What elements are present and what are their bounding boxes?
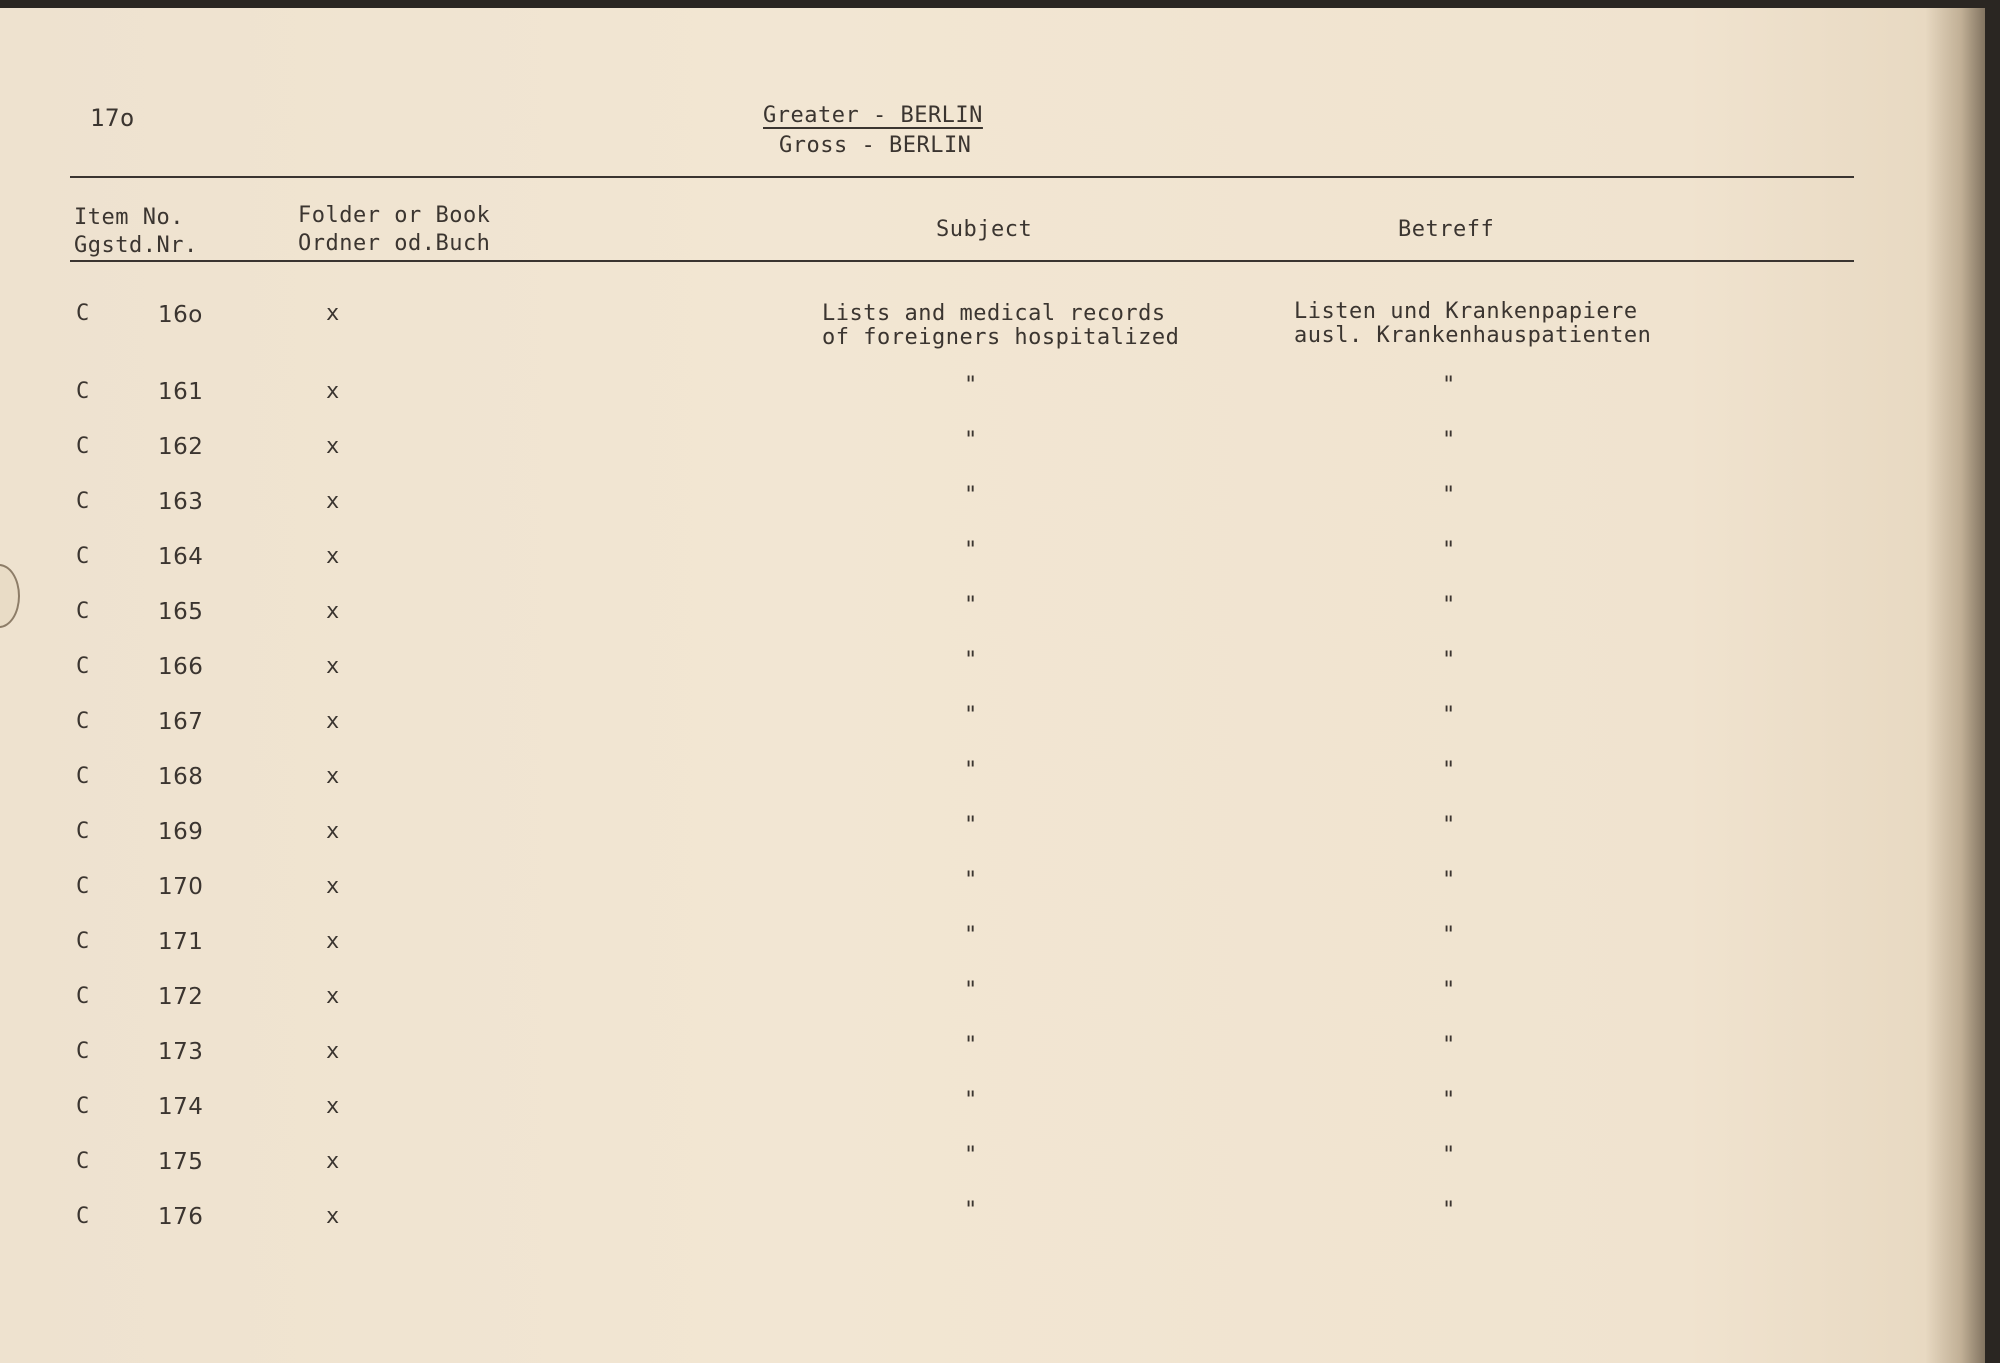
subject-ditto: " bbox=[964, 648, 978, 673]
table-row bbox=[0, 978, 1985, 1025]
betreff-ditto: " bbox=[1442, 373, 1456, 398]
item-number: 165 bbox=[158, 599, 204, 625]
folder-mark: x bbox=[326, 984, 340, 1009]
betreff-ditto: " bbox=[1442, 703, 1456, 728]
header-item-no: Item No. bbox=[74, 205, 184, 230]
item-letter: C bbox=[76, 874, 90, 899]
folder-mark: x bbox=[326, 1204, 340, 1229]
item-number: 175 bbox=[158, 1149, 204, 1175]
document-page bbox=[0, 8, 1985, 1363]
table-row bbox=[0, 373, 1985, 420]
item-letter: C bbox=[76, 544, 90, 569]
betreff-ditto: " bbox=[1442, 758, 1456, 783]
item-number: 167 bbox=[158, 709, 204, 735]
table-row bbox=[0, 428, 1985, 475]
table-row bbox=[0, 593, 1985, 640]
subject-ditto: " bbox=[964, 923, 978, 948]
folder-mark: x bbox=[326, 544, 340, 569]
table-row bbox=[0, 1143, 1985, 1190]
table-row bbox=[0, 868, 1985, 915]
folder-mark: x bbox=[326, 654, 340, 679]
betreff-ditto: " bbox=[1442, 483, 1456, 508]
subject-ditto: " bbox=[964, 868, 978, 893]
item-letter: C bbox=[76, 1094, 90, 1119]
table-row bbox=[0, 1198, 1985, 1245]
item-number: 162 bbox=[158, 434, 204, 460]
header-ordner-od-buch: Ordner od.Buch bbox=[298, 231, 491, 256]
item-letter: C bbox=[76, 489, 90, 514]
subject-ditto: " bbox=[964, 703, 978, 728]
item-letter: C bbox=[76, 654, 90, 679]
item-letter: C bbox=[76, 929, 90, 954]
folder-mark: x bbox=[326, 819, 340, 844]
betreff-ditto: " bbox=[1442, 868, 1456, 893]
header-ggstd-nr: Ggstd.Nr. bbox=[74, 233, 198, 258]
table-row bbox=[0, 648, 1985, 695]
table-row bbox=[0, 1033, 1985, 1080]
table-row-first bbox=[0, 299, 1985, 350]
folder-mark: x bbox=[326, 709, 340, 734]
subject-ditto: " bbox=[964, 483, 978, 508]
table-row bbox=[0, 813, 1985, 860]
table-row bbox=[0, 538, 1985, 585]
folder-mark: x bbox=[326, 379, 340, 404]
table-row bbox=[0, 703, 1985, 750]
subject-ditto: " bbox=[964, 1033, 978, 1058]
folder-mark: x bbox=[326, 1094, 340, 1119]
subject-ditto: " bbox=[964, 978, 978, 1003]
folder-mark: x bbox=[326, 764, 340, 789]
subject-line-1: Lists and medical records bbox=[822, 301, 1166, 326]
folder-mark: x bbox=[326, 1039, 340, 1064]
item-letter: C bbox=[76, 379, 90, 404]
item-number: 161 bbox=[158, 379, 204, 405]
table-row bbox=[0, 1088, 1985, 1135]
subject-ditto: " bbox=[964, 1198, 978, 1223]
item-number: 172 bbox=[158, 984, 204, 1010]
item-number: 173 bbox=[158, 1039, 204, 1065]
table-row bbox=[0, 923, 1985, 970]
subject-ditto: " bbox=[964, 1088, 978, 1113]
folder-mark: x bbox=[326, 1149, 340, 1174]
betreff-ditto: " bbox=[1442, 813, 1456, 838]
folder-mark: x bbox=[326, 599, 340, 624]
item-letter: C bbox=[76, 599, 90, 624]
subject-ditto: " bbox=[964, 1143, 978, 1168]
subject-ditto: " bbox=[964, 593, 978, 618]
betreff-ditto: " bbox=[1442, 1088, 1456, 1113]
item-number: 176 bbox=[158, 1204, 204, 1230]
subject-ditto: " bbox=[964, 758, 978, 783]
folder-mark: x bbox=[326, 874, 340, 899]
item-letter: C bbox=[76, 984, 90, 1009]
item-letter: C bbox=[76, 1039, 90, 1064]
item-letter: C bbox=[76, 301, 90, 326]
item-letter: C bbox=[76, 709, 90, 734]
subject-ditto: " bbox=[964, 373, 978, 398]
header-betreff: Betreff bbox=[1398, 217, 1495, 242]
subject-line-2: of foreigners hospitalized bbox=[822, 325, 1180, 350]
betreff-ditto: " bbox=[1442, 1198, 1456, 1223]
item-number: 164 bbox=[158, 544, 204, 570]
item-letter: C bbox=[76, 764, 90, 789]
item-letter: C bbox=[76, 1149, 90, 1174]
item-number: 169 bbox=[158, 819, 204, 845]
item-number: 174 bbox=[158, 1094, 204, 1120]
table-row bbox=[0, 483, 1985, 530]
title-english: Greater - BERLIN bbox=[763, 103, 983, 128]
subject-ditto: " bbox=[964, 538, 978, 563]
item-number: 168 bbox=[158, 764, 204, 790]
folder-mark: x bbox=[326, 929, 340, 954]
table-row bbox=[0, 758, 1985, 805]
betreff-ditto: " bbox=[1442, 978, 1456, 1003]
header-folder-or-book: Folder or Book bbox=[298, 203, 491, 228]
header-subject: Subject bbox=[936, 217, 1033, 242]
title-german: Gross - BERLIN bbox=[779, 133, 972, 158]
item-number: 16o bbox=[158, 302, 203, 328]
betreff-ditto: " bbox=[1442, 1033, 1456, 1058]
betreff-ditto: " bbox=[1442, 648, 1456, 673]
folder-mark: x bbox=[326, 301, 340, 326]
betreff-ditto: " bbox=[1442, 923, 1456, 948]
item-number: 171 bbox=[158, 929, 204, 955]
header-top-rule bbox=[70, 176, 1854, 178]
item-number: 163 bbox=[158, 489, 204, 515]
item-number: 170 bbox=[158, 874, 204, 900]
page-number: 17o bbox=[90, 104, 135, 132]
betreff-ditto: " bbox=[1442, 538, 1456, 563]
folder-mark: x bbox=[326, 434, 340, 459]
betreff-line-1: Listen und Krankenpapiere bbox=[1294, 299, 1638, 324]
header-bottom-rule bbox=[70, 260, 1854, 262]
betreff-ditto: " bbox=[1442, 428, 1456, 453]
betreff-ditto: " bbox=[1442, 1143, 1456, 1168]
betreff-ditto: " bbox=[1442, 593, 1456, 618]
subject-ditto: " bbox=[964, 428, 978, 453]
subject-ditto: " bbox=[964, 813, 978, 838]
folder-mark: x bbox=[326, 489, 340, 514]
betreff-line-2: ausl. Krankenhauspatienten bbox=[1294, 323, 1652, 348]
item-letter: C bbox=[76, 819, 90, 844]
item-letter: C bbox=[76, 1204, 90, 1229]
item-letter: C bbox=[76, 434, 90, 459]
item-number: 166 bbox=[158, 654, 204, 680]
